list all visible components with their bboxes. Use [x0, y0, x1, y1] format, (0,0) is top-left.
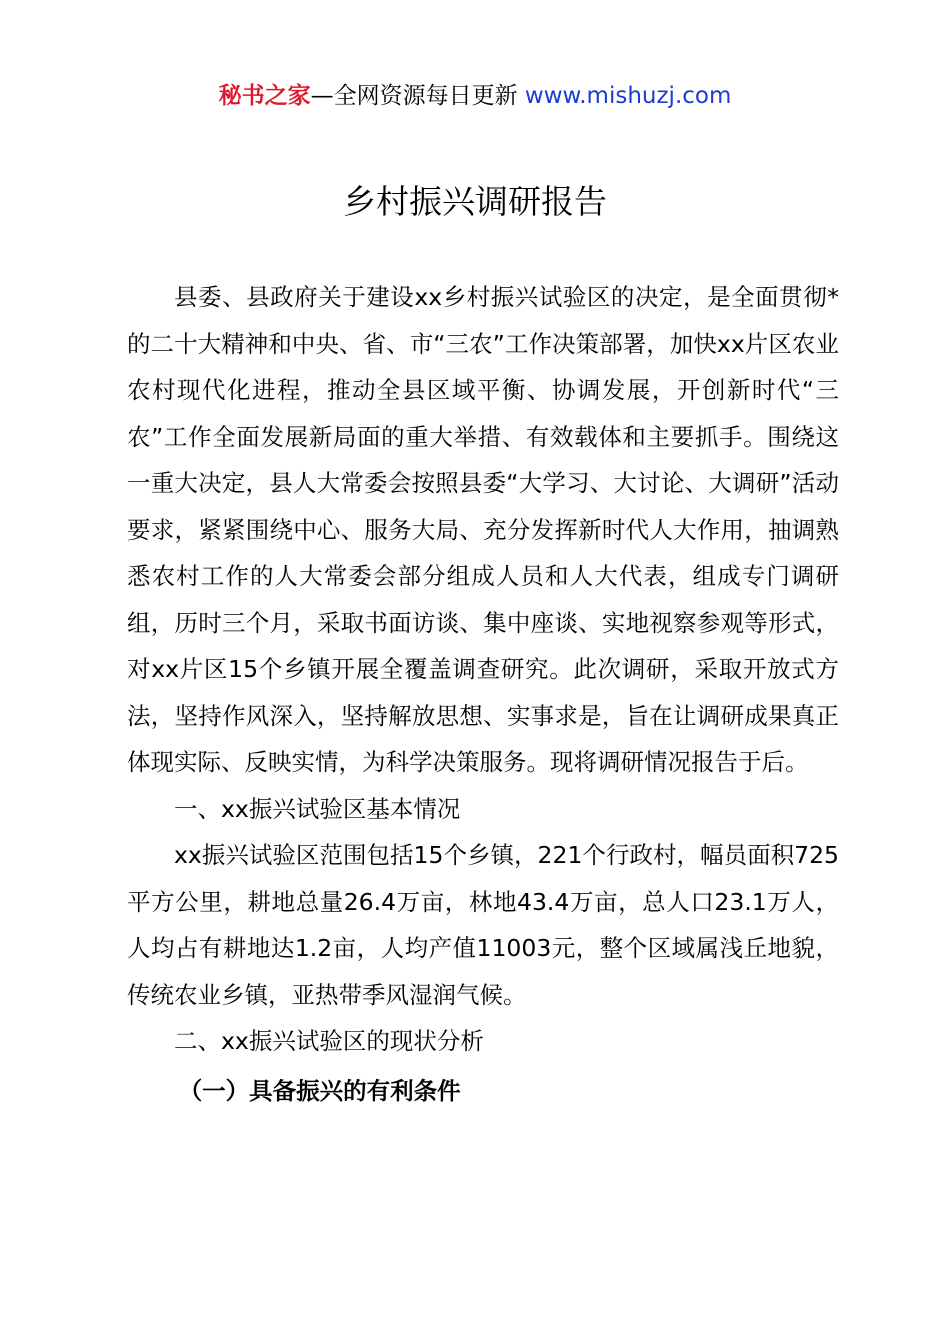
section-1-paragraph: xx振兴试验区范围包括15个乡镇，221个行政村，幅员面积725平方公里，耕地总量26.4万亩，林地43.4万亩，总人口23.1万人，人均占有耕地达1.2亩，人均产值11003元，整个区域属浅丘地貌，传统农业乡镇，亚热带季风湿润气候。 [127, 841, 839, 1009]
site-url-link[interactable]: www.mishuzj.com [524, 83, 732, 109]
intro-paragraph: 县委、县政府关于建设xx乡村振兴试验区的决定，是全面贯彻*的二十大精神和中央、省、市“三农”工作决策部署，加快xx片区农业农村现代化进程，推动全县区域平衡、协调发展，开创新时代“三农”工作全面发展新局面的重大举措、有效载体和主要抓手。围绕这一重大决定，县人大常委会按照县委“大学习、大讨论、大调研”活动要求，紧紧围绕中心、服务大局、充分发挥新时代人大作用，抽调熟悉农村工作的人大常委会部分组成人员和人大代表，组成专门调研组，历时三个月，采取书面访谈、集中座谈、实地视察参观等形式，对xx片区15个乡镇开展全覆盖调查研究。此次调研，采取开放式方法，坚持作风深入，坚持解放思想、实事求是，旨在让调研成果真正体现实际、反映实情，为科学决策服务。现将调研情况报告于后。 [127, 283, 839, 776]
document-body [127, 274, 839, 1114]
document-title: 乡村振兴调研报告 [343, 182, 607, 221]
section-1-heading: 一、xx振兴试验区基本情况 [174, 794, 461, 823]
site-brand: 秘书之家 [218, 83, 311, 109]
site-header [0, 80, 950, 112]
site-slogan: —全网资源每日更新 [310, 83, 518, 109]
section-2-heading: 二、xx振兴试验区的现状分析 [174, 1027, 484, 1055]
subsection-1-heading: （一）具备振兴的有利条件 [178, 1076, 461, 1105]
